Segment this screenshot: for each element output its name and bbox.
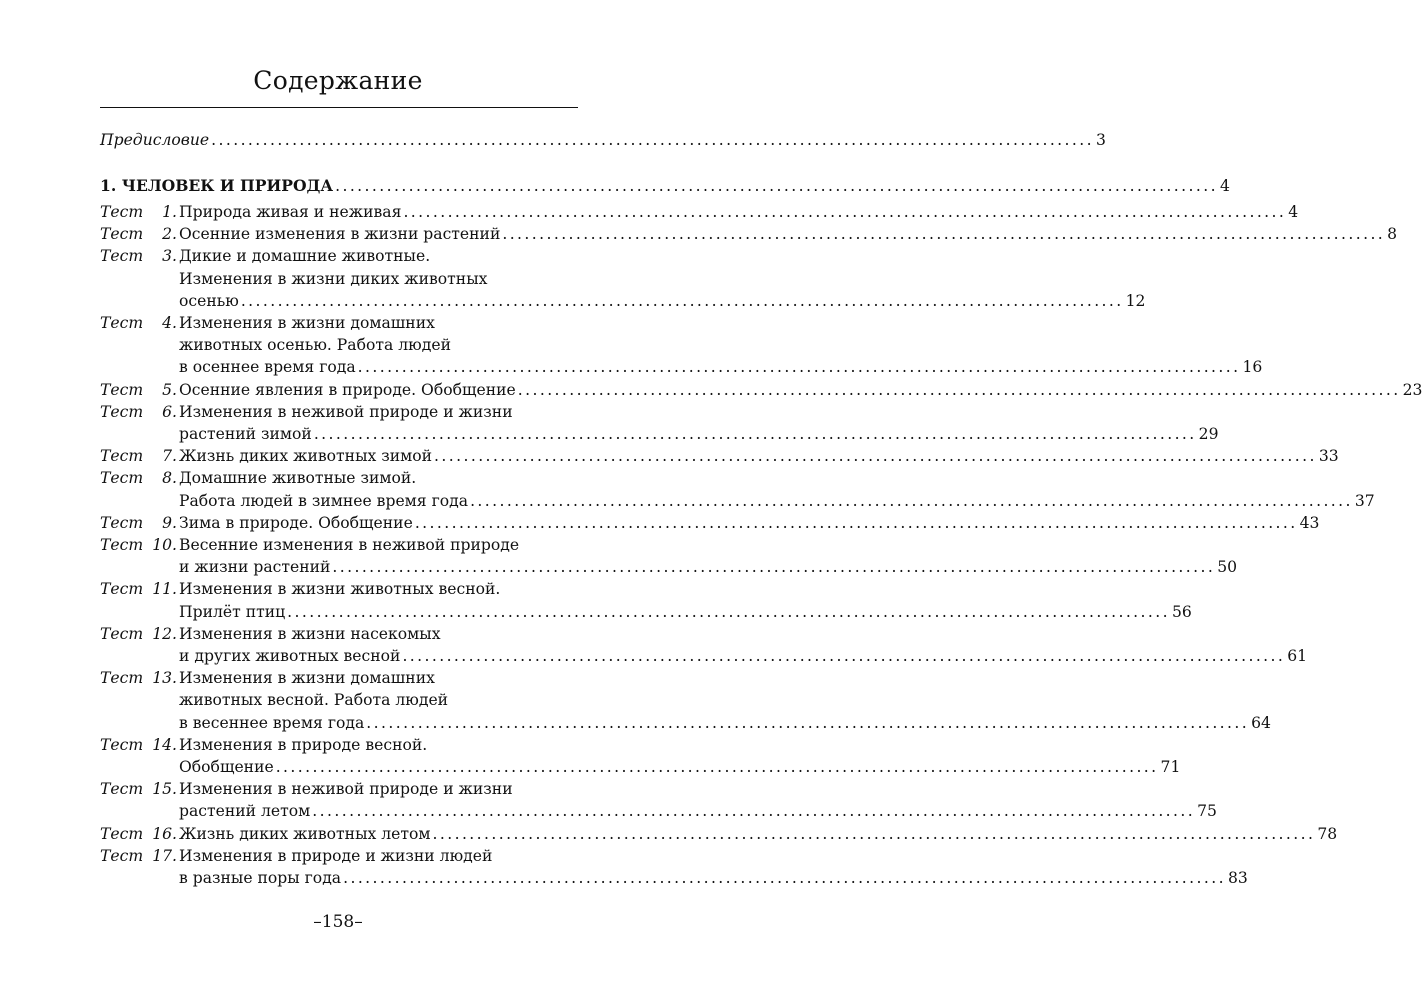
toc-test-label: Тест bbox=[100, 780, 144, 799]
toc-entry-text: Изменения в природе весной. bbox=[179, 735, 428, 754]
toc-entry-page: 4 bbox=[1288, 203, 1299, 221]
page-number: –158– bbox=[313, 912, 363, 932]
toc-entry-text: Зима в природе. Обобщение bbox=[179, 513, 413, 532]
toc-entry-page: 56 bbox=[1171, 602, 1192, 621]
toc-entry-text: растений летом bbox=[179, 802, 311, 821]
toc-entry-page: 4 bbox=[1219, 177, 1230, 195]
toc-entry-text: Изменения в неживой природе и жизни bbox=[179, 402, 513, 421]
toc-leader-dots: ........................................................................................................................ bbox=[287, 602, 1170, 621]
toc-entry-page: 33 bbox=[1318, 447, 1339, 466]
toc-entry-page: 75 bbox=[1197, 802, 1217, 821]
toc-test-label: Тест bbox=[100, 735, 144, 754]
title-rule bbox=[100, 107, 578, 108]
toc-test-number: 3. bbox=[162, 247, 177, 266]
toc-entry-text: осенью bbox=[179, 291, 239, 310]
toc-entry-page: 23 bbox=[1402, 380, 1422, 399]
toc-test-number: 13. bbox=[152, 669, 177, 688]
toc-entry-text: в разные поры года bbox=[179, 869, 342, 887]
toc-test-label: Тест bbox=[100, 447, 144, 466]
toc-test-label: Тест bbox=[100, 380, 144, 399]
toc-test-number: 8. bbox=[162, 469, 177, 488]
toc-entry-text: Осенние изменения в жизни растений bbox=[179, 225, 501, 244]
toc-leader-dots: ........................................................................................................................ bbox=[275, 758, 1159, 776]
toc-test-number: 11. bbox=[152, 580, 177, 599]
toc-entry-page: 61 bbox=[1287, 647, 1308, 665]
toc-leader-dots: ........................................................................................................................ bbox=[313, 425, 1197, 443]
toc-entry-page: 64 bbox=[1251, 713, 1271, 732]
toc-entry-text: Работа людей в зимнее время года bbox=[179, 491, 469, 510]
toc-leader-dots: ........................................................................................................................ bbox=[432, 824, 1316, 843]
toc-entry-preface[interactable] bbox=[100, 129, 1106, 151]
toc-entry-text: животных весной. Работа людей bbox=[179, 691, 449, 710]
toc-entry-text: и жизни растений bbox=[179, 558, 331, 577]
toc-leader-dots: ........................................................................................................................ bbox=[366, 713, 1250, 732]
toc-leader-dots: ........................................................................................................................ bbox=[332, 558, 1216, 577]
toc-entry-page: 29 bbox=[1198, 425, 1219, 443]
toc-entry-page: 83 bbox=[1227, 869, 1248, 887]
toc-entry-text: Жизнь диких животных зимой bbox=[179, 447, 433, 466]
toc-entry-text: Изменения в жизни диких животных bbox=[179, 269, 488, 288]
toc-leader-dots: ........................................................................................................................ bbox=[403, 203, 1287, 221]
toc-test-number: 10. bbox=[152, 536, 177, 554]
toc-test-number: 6. bbox=[162, 402, 177, 421]
toc-leader-dots: ........................................................................................................................ bbox=[240, 291, 1124, 310]
toc-test-number: 2. bbox=[162, 225, 177, 244]
toc-entry-text: Осенние явления в природе. Обобщение bbox=[179, 380, 516, 399]
toc-leader-dots: ........................................................................................................................ bbox=[470, 491, 1353, 510]
toc-test-label: Тест bbox=[100, 669, 144, 688]
toc-test-number: 12. bbox=[152, 624, 177, 643]
toc-leader-dots: ........................................................................................................................ bbox=[502, 225, 1386, 244]
toc-entry-text: животных осенью. Работа людей bbox=[179, 336, 451, 355]
toc-leader-dots: ........................................................................................................................ bbox=[357, 358, 1241, 377]
toc-entry-text: Изменения в неживой природе и жизни bbox=[179, 780, 513, 799]
toc-entry-text: в осеннее время года bbox=[179, 358, 356, 377]
toc-test-label: Тест bbox=[100, 203, 144, 221]
toc-test-label: Тест bbox=[100, 225, 144, 244]
toc-test-label: Тест bbox=[100, 314, 144, 332]
toc-entry-section[interactable] bbox=[100, 175, 1230, 197]
toc-entry-page: 71 bbox=[1160, 758, 1181, 776]
toc-test-label: Тест bbox=[100, 624, 144, 643]
toc-entry-text: растений зимой bbox=[179, 425, 312, 443]
toc-test-number: 17. bbox=[152, 846, 177, 865]
toc-test-number: 14. bbox=[152, 735, 177, 754]
toc-entry-page: 8 bbox=[1387, 225, 1398, 244]
toc-entry-text: Изменения в жизни насекомых bbox=[179, 624, 441, 643]
toc-entry-text: Природа живая и неживая bbox=[179, 203, 402, 221]
toc-test-number: 5. bbox=[162, 380, 177, 399]
toc-leader-dots: ........................................................................................................................ bbox=[211, 131, 1094, 149]
toc-entry-page: 43 bbox=[1299, 513, 1320, 532]
toc-test-label: Тест bbox=[100, 247, 144, 266]
toc-entry-text: Весенние изменения в неживой природе bbox=[179, 536, 520, 554]
toc-section-heading: 1. ЧЕЛОВЕК И ПРИРОДА bbox=[100, 176, 334, 195]
toc-entry-text: Дикие и домашние животные. bbox=[179, 247, 431, 266]
toc-entry-text: Домашние животные зимой. bbox=[179, 469, 417, 488]
toc-test-number: 15. bbox=[152, 780, 177, 799]
toc-test-label: Тест bbox=[100, 824, 144, 843]
page-title: Содержание bbox=[253, 66, 423, 95]
toc-test-label: Тест bbox=[100, 580, 144, 599]
toc-test-label: Тест bbox=[100, 536, 144, 554]
toc-entry-page: 3 bbox=[1095, 131, 1106, 149]
toc-test-number: 16. bbox=[152, 824, 177, 843]
toc-entry-text: Предисловие bbox=[100, 131, 210, 149]
toc-test-number: 4. bbox=[162, 314, 177, 332]
toc-entry-page: 16 bbox=[1242, 358, 1263, 377]
toc-test-number: 7. bbox=[162, 447, 177, 466]
toc-test-label: Тест bbox=[100, 469, 144, 488]
toc-entry-text: Прилёт птиц bbox=[179, 602, 286, 621]
toc-test-label: Тест bbox=[100, 402, 144, 421]
toc-entry-text: Изменения в природе и жизни людей bbox=[179, 846, 493, 865]
toc-leader-dots: ........................................................................................................................ bbox=[343, 869, 1226, 887]
toc-entry-text: Изменения в жизни домашних bbox=[179, 669, 435, 688]
toc-test-number: 9. bbox=[162, 513, 177, 532]
toc-leader-dots: ........................................................................................................................ bbox=[517, 380, 1401, 399]
toc-entry-text: Обобщение bbox=[179, 758, 274, 776]
toc-test-number: 1. bbox=[162, 203, 177, 221]
toc-entry-page: 78 bbox=[1317, 824, 1338, 843]
toc-leader-dots: ........................................................................................................................ bbox=[434, 447, 1317, 466]
toc-entry-page: 12 bbox=[1125, 291, 1146, 310]
toc-entry-text: Изменения в жизни животных весной. bbox=[179, 580, 501, 599]
toc-test-label: Тест bbox=[100, 513, 144, 532]
toc-leader-dots: ........................................................................................................................ bbox=[312, 802, 1196, 821]
toc-leader-dots: ........................................................................................................................ bbox=[335, 177, 1218, 195]
toc-entry-page: 37 bbox=[1354, 491, 1375, 510]
toc-entry-text: Изменения в жизни домашних bbox=[179, 314, 435, 332]
toc-test-label: Тест bbox=[100, 846, 144, 865]
toc-entry-text: в весеннее время года bbox=[179, 713, 365, 732]
toc-entry-page: 50 bbox=[1217, 558, 1238, 577]
toc-leader-dots: ........................................................................................................................ bbox=[402, 647, 1286, 665]
toc-entry-text: и других животных весной bbox=[179, 647, 401, 665]
toc-leader-dots: ........................................................................................................................ bbox=[414, 513, 1298, 532]
toc-entry-text: Жизнь диких животных летом bbox=[179, 824, 431, 843]
